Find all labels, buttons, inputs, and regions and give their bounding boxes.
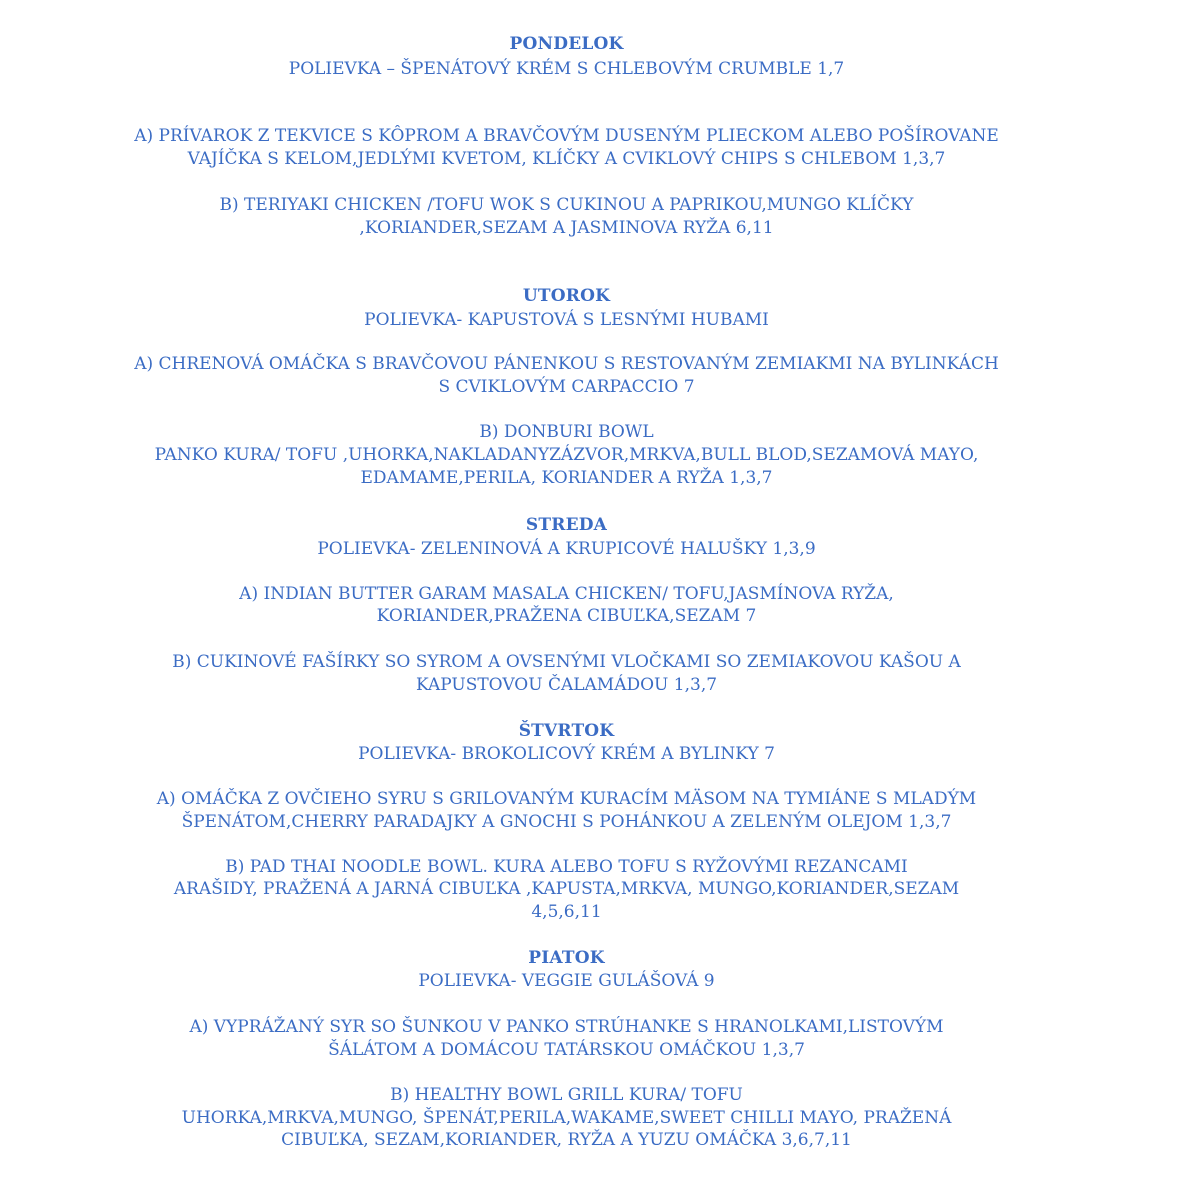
meal-a-line-1: A) CHRENOVÁ OMÁČKA S BRAVČOVOU PÁNENKOU S RESTOVANÝM ZEMIAKMI NA BYLINKÁCH <box>134 354 999 374</box>
meal-b-line-2: KAPUSTOVOU ČALAMÁDOU 1,3,7 <box>415 675 718 695</box>
soup-stvrtok: POLIEVKA- BROKOLICOVÝ KRÉM A BYLINKY 7 <box>358 744 775 764</box>
meal-b-line-1: B) DONBURI BOWL <box>479 422 654 442</box>
meal-b-line-2: ARAŠIDY, PRAŽENÁ A JARNÁ CIBUĽKA ,KAPUSTA,MRKVA, MUNGO,KORIANDER,SEZAM <box>173 879 960 899</box>
meal-a-line-2: VAJÍČKA S KELOM,JEDLÝMI KVETOM, KLÍČKY A CVIKLOVÝ CHIPS S CHLEBOM 1,3,7 <box>187 149 946 169</box>
day-title-streda: STREDA <box>525 515 608 535</box>
meal-b-line-2: UHORKA,MRKVA,MUNGO, ŠPENÁT,PERILA,WAKAME,SWEET CHILLI MAYO, PRAŽENÁ <box>181 1108 952 1128</box>
meal-b-line-1: B) TERIYAKI CHICKEN /TOFU WOK S CUKINOU A PAPRIKOU,MUNGO KLÍČKY <box>219 195 914 215</box>
meal-a-line-1: A) INDIAN BUTTER GARAM MASALA CHICKEN/ TOFU,JASMÍNOVA RYŽA, <box>239 584 894 604</box>
meal-b-line-1: B) PAD THAI NOODLE BOWL. KURA ALEBO TOFU S RYŽOVÝMI REZANCAMI <box>225 857 908 877</box>
day-title-utorok: UTOROK <box>522 286 611 306</box>
meal-a-line-2: ŠÁLÁTOM A DOMÁCOU TATÁRSKOU OMÁČKOU 1,3,7 <box>328 1040 805 1060</box>
meal-b-line-3: CIBUĽKA, SEZAM,KORIANDER, RYŽA A YUZU OMÁČKA 3,6,7,11 <box>281 1130 852 1150</box>
day-title-piatok: PIATOK <box>528 948 605 968</box>
meal-b-line-3: 4,5,6,11 <box>531 902 602 922</box>
soup-pondelok: POLIEVKA – ŠPENÁTOVÝ KRÉM S CHLEBOVÝM CRUMBLE 1,7 <box>288 59 845 79</box>
meal-b-line-1: B) CUKINOVÉ FAŠÍRKY SO SYROM A OVSENÝMI VLOČKAMI SO ZEMIAKOVOU KAŠOU A <box>172 652 961 672</box>
meal-a-line-2: KORIANDER,PRAŽENA CIBUĽKA,SEZAM 7 <box>376 606 757 626</box>
meal-a-line-1: A) OMÁČKA Z OVČIEHO SYRU S GRILOVANÝM KURACÍM MÄSOM NA TYMIÁNE S MLADÝM <box>156 789 977 809</box>
meal-a-line-2: S CVIKLOVÝM CARPACCIO 7 <box>438 377 695 397</box>
meal-a-line-1: A) PRÍVAROK Z TEKVICE S KÔPROM A BRAVČOVÝM DUSENÝM PLIECKOM ALEBO POŠÍROVANE <box>134 126 999 146</box>
meal-b-line-3: EDAMAME,PERILA, KORIANDER A RYŽA 1,3,7 <box>360 468 773 488</box>
meal-b-line-2: ,KORIANDER,SEZAM A JASMINOVA RYŽA 6,11 <box>359 218 774 238</box>
soup-utorok: POLIEVKA- KAPUSTOVÁ S LESNÝMI HUBAMI <box>364 310 769 330</box>
day-title-pondelok: PONDELOK <box>509 34 624 54</box>
day-title-stvrtok: ŠTVRTOK <box>518 721 615 741</box>
meal-a-line-1: A) VYPRÁŽANÝ SYR SO ŠUNKOU V PANKO STRÚHANKE S HRANOLKAMI,LISTOVÝM <box>189 1017 944 1037</box>
meal-a-line-2: ŠPENÁTOM,CHERRY PARADAJKY A GNOCHI S POHÁNKOU A ZELENÝM OLEJOM 1,3,7 <box>181 812 952 832</box>
meal-b-line-1: B) HEALTHY BOWL GRILL KURA/ TOFU <box>390 1085 743 1105</box>
soup-streda: POLIEVKA- ZELENINOVÁ A KRUPICOVÉ HALUŠKY 1,3,9 <box>317 539 816 559</box>
soup-piatok: POLIEVKA- VEGGIE GULÁŠOVÁ 9 <box>418 971 715 991</box>
meal-b-line-2: PANKO KURA/ TOFU ,UHORKA,NAKLADANYZÁZVOR,MRKVA,BULL BLOD,SEZAMOVÁ MAYO, <box>154 445 979 465</box>
